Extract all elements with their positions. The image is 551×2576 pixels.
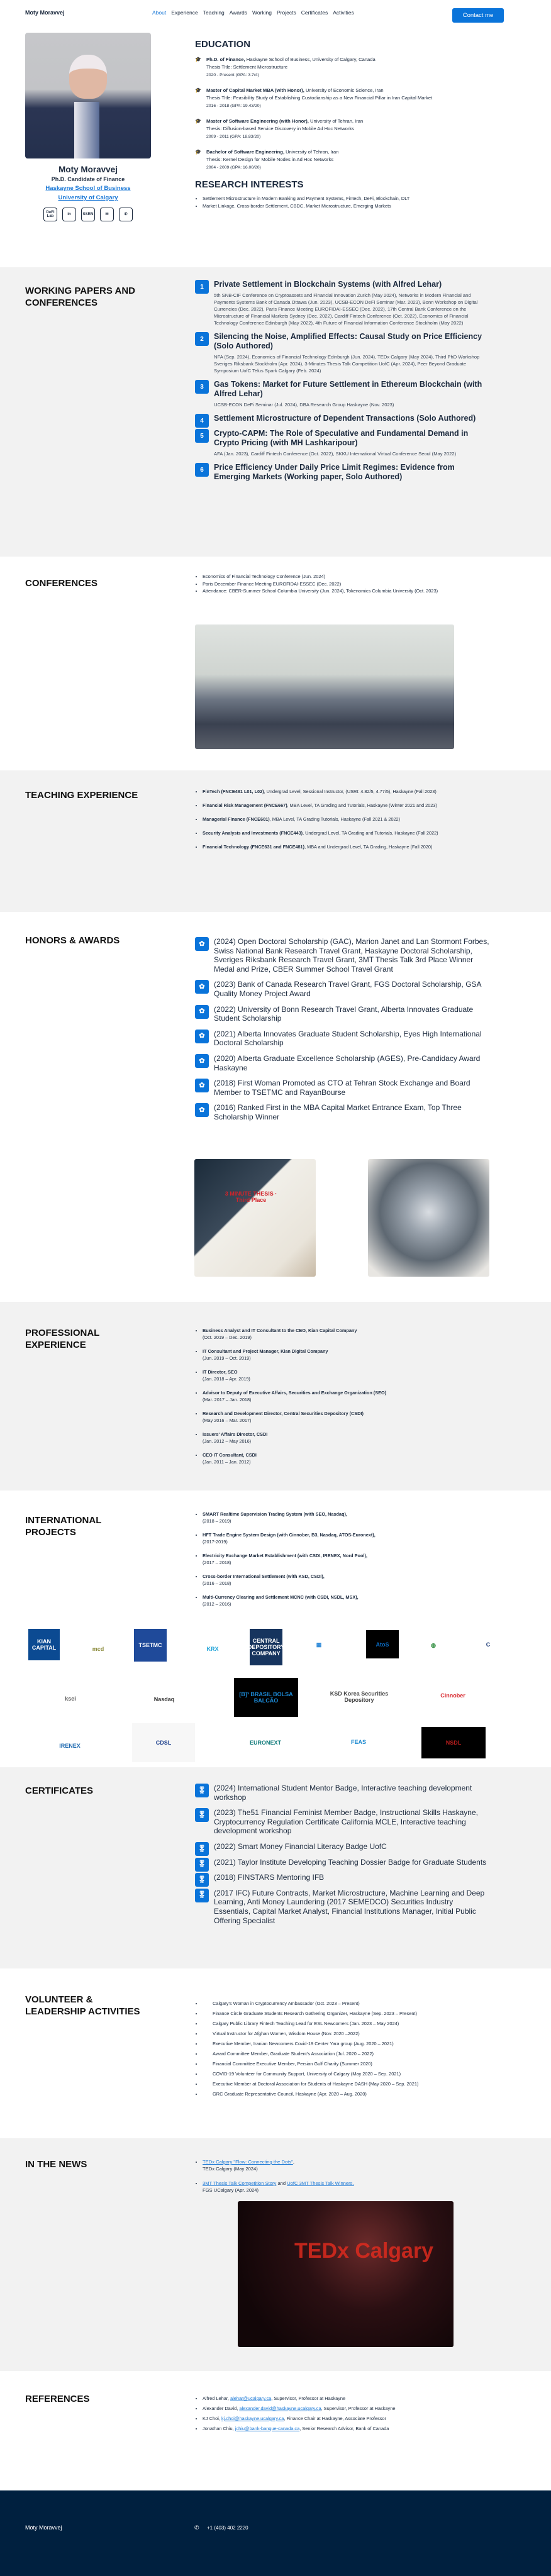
course-name: Financial Technology (FNCE631 and FNCE481) (203, 844, 305, 850)
award-icon: ✿ (195, 1103, 209, 1117)
education-list (195, 56, 491, 172)
certificate-text: (2023) The51 Financial Feminist Member Badge, Instructional Skills Haskayne, Cryptocurrency Regulation Certificate California MCLE, Interactive teaching development workshop (214, 1808, 478, 1836)
years: 2009 - 2011 (GPA: 18.83/20) (206, 135, 261, 139)
certificate-item (195, 1808, 491, 1836)
degree: Bachelor of Software Engineering, (206, 149, 285, 155)
award-item (195, 1054, 491, 1072)
teaching-item (203, 843, 491, 850)
working-paper (195, 429, 491, 457)
institution: University of Tehran, Iran (308, 118, 364, 124)
role: IT Consultant and Project Manager, Kian Digital Company (203, 1348, 328, 1354)
paper-number-badge: 3 (195, 380, 209, 394)
award-text: (2018) First Woman Promoted as CTO at Tehran Stock Exchange and Board Member to TSETMC and RayanBourse (214, 1079, 470, 1097)
teaching-item (203, 788, 491, 795)
contact-me-button[interactable]: Contact me (452, 8, 504, 23)
nav-link-awards[interactable]: Awards (229, 9, 247, 16)
working-papers-list (195, 280, 491, 487)
project-item (203, 1552, 491, 1566)
partner-logo: ksei (36, 1680, 104, 1717)
defi-lab-icon[interactable]: DeFi Lab (43, 208, 57, 221)
course-details: , Undergrad Level, Sessional Instructor, (USRI: 4.82/5, 4.77/5), Haskayne (Fall 2023) (264, 789, 437, 794)
activity-item: • Executive Member at Doctoral Association for Students of Haskayne DASH (May 2020 – Sep. 2021) (203, 2079, 491, 2089)
volunteer-section (0, 1968, 551, 2138)
certificate-item (195, 1873, 491, 1882)
role: Research and Development Director, Central Securities Depository (CSDI) (203, 1411, 364, 1416)
certificate-item (195, 1842, 491, 1852)
course-name: Managerial Finance (FNCE601) (203, 816, 270, 822)
dates: (Jan. 2011 – Jan. 2012) (203, 1459, 251, 1465)
dates: (2017-2019) (203, 1539, 228, 1545)
section-title: HONORS & AWARDS (25, 935, 120, 946)
nav-link-experience[interactable]: Experience (171, 9, 198, 16)
certificate-icon: 🎖 (195, 1784, 209, 1797)
thesis: Thesis Title: Feasibility Study of Establishing Custodianship as a New Financial Pillar in Iran Capital Market (206, 95, 433, 101)
experience-item (203, 1327, 491, 1341)
award-text: (2021) Alberta Innovates Graduate Student Scholarship, Eyes High International Doctoral Scholarship (214, 1029, 482, 1048)
partner-logo: AtoS (366, 1630, 399, 1658)
certificate-text: (2017 IFC) Future Contracts, Market Microstructure, Machine Learning and Deep Learning, Anti Money Laundering (2017 SEMEDCO) Securities Industry Essentials, Capital Market Analyst, Financial Institutions Manager, Initial Public Offering Specialist (214, 1888, 485, 1925)
activity-item: • Finance Circle Graduate Students Research Gathering Organizer, Haskayne (Sep. 2023 – Present) (203, 2009, 491, 2019)
institution: University of Tehran, Iran (284, 149, 339, 155)
project-item (203, 1573, 491, 1587)
thesis: Thesis: Kernel Design for Mobile Nodes in Ad Hoc Networks (206, 157, 334, 162)
3mt-story-link[interactable]: 3MT Thesis Talk Competition Story (203, 2180, 277, 2186)
award-item (195, 1005, 491, 1023)
paper-number-badge: 6 (195, 463, 209, 477)
partner-logo: FEAS (327, 1724, 390, 1760)
teaching-list (195, 788, 491, 857)
course-name: Financial Risk Management (FNCE667) (203, 802, 287, 808)
nav-link-certificates[interactable]: Certificates (301, 9, 328, 16)
volunteer-list (195, 1999, 491, 2099)
conjunction: and (276, 2180, 287, 2186)
reference-item (203, 2424, 491, 2434)
institution: University of Economic Science, Iran (304, 87, 384, 93)
award-icon: ✿ (195, 1030, 209, 1043)
dates: (2018 – 2019) (203, 1518, 231, 1524)
section-title: CERTIFICATES (25, 1785, 94, 1796)
course-name: FinTech (FNCE481 L01, L02) (203, 789, 264, 794)
partner-logo: KRX (197, 1640, 228, 1658)
education-item (195, 148, 491, 172)
institution: Haskayne School of Business, University of Calgary, Canada (245, 57, 376, 62)
paper-number-badge: 2 (195, 332, 209, 346)
research-interest: • Settlement Microstructure in Modern Banking and Payment Systems, Fintech, DeFi, Blockchain, DLT (203, 195, 491, 203)
school-link[interactable]: Haskayne School of Business (45, 185, 131, 192)
profile-photo (25, 33, 151, 158)
role: CEO IT Consultant, CSDI (203, 1452, 257, 1458)
nav-link-activities[interactable]: Activities (333, 9, 354, 16)
partner-logo: KSD Korea Securities Depository (328, 1682, 390, 1711)
partner-logo: NSDL (421, 1727, 486, 1758)
working-paper (195, 332, 491, 374)
course-details: , MBA and Undergrad Level, TA Grading, Haskayne (Fall 2020) (304, 844, 433, 850)
dates: (Jan. 2012 – May 2016) (203, 1438, 252, 1444)
honors-section (0, 912, 551, 1302)
conferences-section (0, 557, 551, 770)
role: Advisor to Deputy of Executive Affairs, Securities and Exchange Organization (SEO) (203, 1390, 387, 1396)
paper-title: Price Efficiency Under Daily Price Limit Regimes: Evidence from Emerging Markets (Working paper, Solo Authored) (214, 463, 455, 481)
project-item (203, 1594, 491, 1607)
projects-section (0, 1491, 551, 1767)
reference-email[interactable]: jchiu@bank-banque-canada.ca (235, 2426, 300, 2431)
profile-card (13, 165, 164, 221)
honors-list (195, 937, 491, 1128)
partner-logo: [B]³ BRASIL BOLSA BALCÃO (234, 1678, 298, 1717)
role: IT Director, SEO (203, 1369, 238, 1375)
award-item (195, 937, 491, 974)
degree: Master of Software Engineering (with Honor), (206, 118, 309, 124)
email-icon[interactable]: ✉ (100, 208, 114, 221)
conference-item: • Economics of Financial Technology Conference (Jun. 2024) (203, 573, 491, 580)
award-item (195, 1079, 491, 1097)
project: Electricity Exchange Market Establishment (with CSDI, IRENEX, Nord Pool), (203, 1553, 367, 1558)
dates: (May 2016 – Mar. 2017) (203, 1418, 252, 1423)
certificate-icon: 🎖 (195, 1873, 209, 1887)
reference-email[interactable]: alehar@ucalgary.ca (230, 2396, 272, 2401)
linkedin-icon[interactable]: in (62, 208, 76, 221)
profile-title: Ph.D. Candidate of Finance (51, 176, 125, 182)
paper-number-badge: 5 (195, 429, 209, 443)
conference-item: • Paris December Finance Meeting EUROFIDAI-ESSEC (Dec. 2022) (203, 580, 491, 588)
teaching-item (203, 816, 491, 823)
tedx-link[interactable]: TEDx Calgary "Flow: Connecting the Dots" (203, 2159, 293, 2165)
award-item (195, 980, 491, 998)
certificate-icon: 🎖 (195, 1842, 209, 1856)
partner-logo: ▦ (304, 1632, 334, 1657)
degree: Master of Capital Market MBA (with Honor), (206, 87, 304, 93)
section-title: VOLUNTEER & LEADERSHIP ACTIVITIES (25, 1994, 140, 2017)
footer (0, 2490, 551, 2576)
paper-title: Gas Tokens: Market for Future Settlement in Ethereum Blockchain (with Alfred Lehar) (214, 380, 482, 398)
award-photo-caption: 3 MINUTE THESIS · Third Place (225, 1191, 277, 1203)
project: SMART Realtime Supervision Trading System (with SEO, Nasdaq), (203, 1511, 347, 1517)
award-photo (194, 1159, 316, 1277)
teaching-section (0, 770, 551, 912)
partner-logo: ◍ (418, 1634, 448, 1657)
dates: (Jun. 2019 – Oct. 2019) (203, 1355, 251, 1361)
profile-name: Moty Moravvej (58, 165, 118, 174)
nav-link-working[interactable]: Working (252, 9, 272, 16)
section-title: WORKING PAPERS AND CONFERENCES (25, 286, 136, 308)
partner-logo: Nasdaq (136, 1687, 192, 1712)
activity-item: • Calgary Public Library Fintech Teaching Lead for ESL Newcomers (Jan. 2023 – May 2024) (203, 2019, 491, 2029)
award-item (195, 1103, 491, 1121)
news-item (203, 2158, 491, 2172)
partner-logo: Cinnober (421, 1684, 484, 1707)
conference-group-photo (195, 625, 454, 749)
partner-logo: CDSL (132, 1723, 195, 1762)
certificate-text: (2018) FINSTARS Mentoring IFB (214, 1873, 325, 1882)
certificate-text: (2024) International Student Mentor Badge, Interactive teaching development workshop (214, 1784, 472, 1802)
years: 2016 - 2018 (GPA: 19.43/20) (206, 104, 261, 108)
reference-item (203, 2394, 491, 2404)
teaching-item (203, 830, 491, 836)
activity-item: • Virtual Instructor for Afghan Women, Wisdom House (Nov. 2020 –2022) (203, 2029, 491, 2039)
section-title: IN THE NEWS (25, 2159, 87, 2170)
nav-link-about[interactable]: About (152, 9, 167, 16)
conferences-list (195, 573, 491, 595)
project-item (203, 1531, 491, 1545)
nav-links (152, 9, 354, 16)
experience-item (203, 1410, 491, 1424)
research-interest: • Market Linkage, Cross-border Settlement, CBDC, Market Microstructure, Emerging Markets (203, 203, 491, 210)
dates: (2012 – 2016) (203, 1601, 231, 1607)
reference-role: , Supervisor, Professor at Haskayne (271, 2396, 346, 2401)
award-icon: ✿ (195, 1079, 209, 1092)
activity-item: • Calgary's Woman in Cryptocurrency Ambassador (Oct. 2023 – Present) (203, 1999, 491, 2009)
reference-name: Jonathan Chiu, (203, 2426, 235, 2431)
partner-logo: KIAN CAPITAL (28, 1629, 60, 1660)
research-title: RESEARCH INTERESTS (195, 179, 304, 190)
news-source: TEDx Calgary (May 2024) (203, 2166, 258, 2172)
phone-icon[interactable]: ✆ (119, 208, 133, 221)
tedx-photo-sign: TEDx Calgary (294, 2239, 434, 2263)
certificate-item (195, 1784, 491, 1802)
brand-name[interactable]: Moty Moravvej (25, 9, 65, 16)
working-papers-section (0, 267, 551, 557)
working-paper (195, 280, 491, 326)
phone-icon: ✆ (194, 2524, 199, 2531)
certificate-item (195, 1858, 491, 1867)
teaching-item (203, 802, 491, 809)
reference-role: , Finance Chair at Haskayne, Associate Professor (284, 2416, 387, 2421)
project: Cross-border International Settlement (with KSD, CSDI), (203, 1574, 325, 1579)
education-item (195, 56, 491, 79)
reference-item (203, 2404, 491, 2414)
experience-section (0, 1302, 551, 1491)
dates: (Mar. 2017 – Jan. 2018) (203, 1397, 252, 1402)
about-section (0, 25, 551, 267)
award-text: (2016) Ranked First in the MBA Capital Market Entrance Exam, Top Three Scholarship Winner (214, 1103, 462, 1121)
experience-item (203, 1368, 491, 1382)
certificate-text: (2021) Taylor Institute Developing Teaching Dossier Badge for Graduate Students (214, 1857, 487, 1867)
degree: Ph.D. of Finance, (206, 57, 245, 62)
certificate-icon: 🎖 (195, 1808, 209, 1822)
paper-venues: 5th SNB-CIF Conference on Cryptoassets and Financial Innovation Zurich (May 2024), Networks in Modern Financial and Payments Systems Bank of Canada Ottawa (Jun. 2023), UCSB-ECON DeFi Seminar (Mar. 2023), Bonn Workshop on Digital Currencies (Dec. 2022), Paris Finance Meeting EUROFIDAI-ESSEC (Dec. 2022), 17th Central Bank Conference on the Microstructure of Financial Markets Sydney (Dec. 2022), Cardiff Fintech Conference (Oct. 2022), Economics of Financial Technology Conference Edinburgh (May 2022), 4th Future of Financial Information Conference Stockholm (May 2022) (214, 292, 478, 326)
award-icon: ✿ (195, 980, 209, 994)
projects-list (195, 1511, 491, 1614)
award-text: (2023) Bank of Canada Research Travel Grant, FGS Doctoral Scholarship, GSA Quality Money Project Award (214, 980, 481, 998)
section-title: REFERENCES (25, 2394, 90, 2404)
partner-logo: C (472, 1630, 504, 1659)
paper-number-badge: 4 (195, 414, 209, 428)
years: 2020 - Present (GPA: 3.7/4) (206, 73, 259, 77)
award-icon: ✿ (195, 937, 209, 951)
reference-email[interactable]: kj.choi@haskayne.ucalgary.ca (221, 2416, 284, 2421)
3mt-winners-link[interactable]: UofC 3MT Thesis Talk Winners, (287, 2180, 354, 2186)
research-list (195, 195, 491, 209)
activity-item: • Financial Committee Executive Member, Persian Gulf Charity (Summer 2020) (203, 2059, 491, 2069)
activity-item: • Award Committee Member, Graduate Student's Association (Jul. 2020 – 2022) (203, 2049, 491, 2059)
paper-number-badge: 1 (195, 280, 209, 294)
partner-logo: CENTRAL DEPOSITORY COMPANY (250, 1629, 282, 1665)
partner-logo: TSETMC (134, 1629, 167, 1662)
award-text: (2024) Open Doctoral Scholarship (GAC), Marion Janet and Lan Stormont Forbes, Swiss National Bank Research Travel Grant, Haskayne Doctoral Scholarship, Sveriges Riksbank Research Travel Grant, 3MT Thesis Talk 3rd Place Winner Medal and Prize, CBER Summer School Travel Grant (214, 937, 489, 974)
paper-title: Settlement Microstructure of Dependent Transactions (Solo Authored) (214, 414, 476, 423)
course-details: , Undergrad Level, TA Grading and Tutorials, Haskayne (Fall 2022) (303, 830, 438, 836)
project-item (203, 1511, 491, 1524)
award-text: (2020) Alberta Graduate Excellence Scholarship (AGES), Pre-Candidacy Award Haskayne (214, 1053, 481, 1072)
section-title: TEACHING EXPERIENCE (25, 790, 138, 801)
activity-item: • GRC Graduate Representative Council, Haskayne (Apr. 2020 – Aug. 2020) (203, 2089, 491, 2099)
role: Business Analyst and IT Consultant to the CEO, Kian Capital Company (203, 1328, 357, 1333)
nav-link-teaching[interactable]: Teaching (203, 9, 225, 16)
dates: (Jan. 2018 – Apr. 2019) (203, 1376, 250, 1382)
university-link[interactable]: University of Calgary (58, 194, 118, 201)
paper-title: Silencing the Noise, Amplified Effects: Causal Study on Price Efficiency (Solo Authored) (214, 332, 482, 350)
references-section (0, 2371, 551, 2490)
experience-item (203, 1348, 491, 1362)
activity-item: • COVID-19 Volunteer for Community Support, University of Calgary (May 2020 – Sep. 2021) (203, 2069, 491, 2079)
award-icon: ✿ (195, 1005, 209, 1019)
reference-email[interactable]: alexander.david@haskayne.ucalgary.ca (239, 2406, 321, 2411)
experience-list (195, 1327, 491, 1472)
experience-item (203, 1389, 491, 1403)
working-paper (195, 380, 491, 408)
section-title: INTERNATIONAL PROJECTS (25, 1515, 102, 1538)
working-paper (195, 414, 491, 423)
award-item (195, 1030, 491, 1048)
news-section (0, 2138, 551, 2371)
nav-link-projects[interactable]: Projects (277, 9, 296, 16)
section-title: PROFESSIONAL EXPERIENCE (25, 1328, 100, 1350)
award-icon: ✿ (195, 1054, 209, 1068)
reference-role: , Supervisor, Professor at Haskayne (321, 2406, 396, 2411)
footer-phone[interactable]: +1 (403) 402 2220 (207, 2525, 248, 2531)
course-details: , MBA Level, TA Grading Tutorials, Haskayne (Fall 2021 & 2022) (269, 816, 401, 822)
tedx-photo (238, 2201, 454, 2347)
thesis: Thesis Title: Settlement Microstructure (206, 64, 288, 70)
working-paper (195, 463, 491, 482)
course-details: , MBA Level, TA Grading and Tutorials, Haskayne (Winter 2021 and 2023) (287, 802, 437, 808)
social-icons (13, 208, 164, 221)
partner-logo: mcd (83, 1638, 113, 1660)
education-title: EDUCATION (195, 39, 251, 50)
award-text: (2022) University of Bonn Research Travel Grant, Alberta Innovates Graduate Student Scholarship (214, 1004, 474, 1023)
references-list (195, 2394, 491, 2434)
top-nav (0, 0, 551, 25)
paper-venues: AFA (Jan. 2023), Cardiff Fintech Conference (Oct. 2022), SKKU International Virtual Conference Seoul (May 2022) (214, 451, 457, 457)
news-list (195, 2158, 491, 2194)
section-title: CONFERENCES (25, 578, 98, 589)
news-source: FGS UCalgary (Apr. 2024) (203, 2187, 259, 2193)
partner-logo: EURONEXT (234, 1728, 297, 1757)
certificate-item (195, 1889, 491, 1925)
certificates-section (0, 1767, 551, 1968)
reference-name: Alexander David, (203, 2406, 240, 2411)
project: Multi-Currency Clearing and Settlement MCNC (with CSDI, NSDL, MSX), (203, 1594, 359, 1600)
thesis: Thesis: Diffusion-based Service Discovery in Mobile Ad Hoc Networks (206, 126, 354, 131)
partner-logo: IRENEX (53, 1729, 86, 1762)
reference-item (203, 2414, 491, 2424)
ssrn-icon[interactable]: SSRN (81, 208, 95, 221)
experience-item (203, 1431, 491, 1445)
paper-venues: NFA (Sep. 2024), Economics of Financial Technology Edinburgh (Jun. 2024), TEDx Calgary (May 2024), Third PhD Workshop Sveriges Riksbank Stockholm (Apr. 2024), 3-Minutes Thesis Talk Competition UofC (Apr. 2024), Peer Beyond Graduate Symposium UofC Telus Spark Calgary (Feb. 2024) (214, 354, 480, 374)
course-name: Security Analysis and Investments (FNCE443) (203, 830, 303, 836)
medal-photo (368, 1159, 489, 1277)
education-item (195, 118, 491, 141)
reference-name: KJ Choi, (203, 2416, 221, 2421)
paper-title: Crypto-CAPM: The Role of Speculative and Fundamental Demand in Crypto Pricing (with MH Lashkaripour) (214, 429, 469, 447)
dates: (2016 – 2018) (203, 1580, 231, 1586)
activity-item: • Executive Member, Iranian Newcomers Covid-19 Center Yara group (Aug. 2020 – 2021) (203, 2039, 491, 2049)
reference-name: Alfred Lehar, (203, 2396, 230, 2401)
paper-title: Private Settlement in Blockchain Systems (with Alfred Lehar) (214, 280, 442, 289)
footer-name: Moty Moravvej (25, 2524, 62, 2531)
role: Issuers' Affairs Director, CSDI (203, 1431, 268, 1437)
conference-item: • Attendance: CBER-Summer School Columbia University (Jun. 2024), Tokenomics Columbia University (Oct. 2023) (203, 587, 491, 595)
project: HFT Trade Engine System Design (with Cinnober, B3, Nasdaq, ATOS-Euronext), (203, 1532, 376, 1538)
dates: (2017 – 2018) (203, 1560, 231, 1565)
dates: (Oct. 2019 – Dec. 2019) (203, 1335, 252, 1340)
certificates-list (195, 1784, 491, 1931)
years: 2004 - 2009 (GPA: 16.00/20) (206, 165, 261, 170)
separator: , (292, 2159, 294, 2165)
certificate-icon: 🎖 (195, 1889, 209, 1902)
education-item (195, 87, 491, 110)
paper-venues: UCSB-ECON DeFi Seminar (Jul. 2024), DBA Research Group Haskayne (Nov. 2023) (214, 402, 394, 408)
news-item (203, 2180, 491, 2194)
certificate-text: (2022) Smart Money Financial Literacy Badge UofC (214, 1841, 387, 1851)
experience-item (203, 1452, 491, 1465)
certificate-icon: 🎖 (195, 1858, 209, 1872)
reference-role: , Senior Research Advisor, Bank of Canada (299, 2426, 389, 2431)
